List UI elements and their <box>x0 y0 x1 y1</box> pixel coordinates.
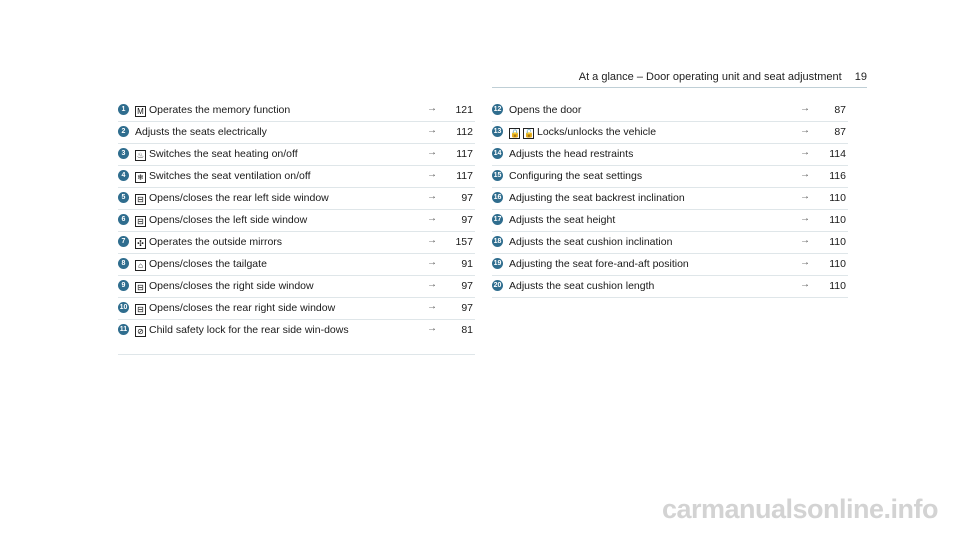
window-switch-icon: ⊟ <box>135 304 146 315</box>
arrow-icon: → <box>800 147 810 158</box>
page-reference[interactable]: 97 <box>461 280 473 292</box>
arrow-icon: → <box>427 235 437 246</box>
page-reference[interactable]: 97 <box>461 192 473 204</box>
lock-icon: 🔒 <box>510 129 520 138</box>
item-text: Opens/closes the rear left side window <box>149 192 329 204</box>
item-number-badge: 19 <box>493 260 502 267</box>
item-number-badge: 17 <box>493 216 502 223</box>
item-description <box>509 214 758 227</box>
left-item-list <box>118 100 475 355</box>
item-description <box>135 236 385 249</box>
page-reference[interactable]: 110 <box>829 258 846 270</box>
item-description <box>509 258 758 271</box>
item-number-badge: 1 <box>118 104 129 115</box>
page-reference[interactable]: 97 <box>461 214 473 226</box>
list-item <box>118 210 475 232</box>
arrow-icon: → <box>800 279 810 290</box>
page-header <box>579 71 867 83</box>
list-item <box>492 166 848 188</box>
item-description <box>135 258 385 271</box>
item-number-badge: 7 <box>118 236 129 247</box>
list-item <box>492 144 848 166</box>
item-number-badge: 11 <box>119 326 128 333</box>
item-description <box>509 192 758 205</box>
arrow-icon: → <box>800 235 810 246</box>
item-text: Adjusts the seat cushion length <box>509 280 655 292</box>
item-number-badge: 8 <box>118 258 129 269</box>
item-description <box>135 104 385 117</box>
arrow-icon: → <box>800 103 810 114</box>
page-reference[interactable]: 114 <box>829 148 846 160</box>
item-text: Adjusts the head restraints <box>509 148 634 160</box>
item-description <box>509 126 758 139</box>
arrow-icon: → <box>427 257 437 268</box>
item-text: Opens/closes the rear right side window <box>149 302 336 314</box>
watermark: carmanualsonline.info <box>661 494 938 524</box>
item-number-badge: 14 <box>493 150 502 157</box>
child-lock-icon: ⊘ <box>135 326 146 337</box>
item-text: Adjusts the seats electrically <box>135 126 267 138</box>
list-item <box>492 232 848 254</box>
page-reference[interactable]: 110 <box>829 214 846 226</box>
item-text: Adjusting the seat fore-and-aft position <box>509 258 689 270</box>
page-reference[interactable]: 110 <box>829 280 846 292</box>
list-item <box>492 254 848 276</box>
page-reference[interactable]: 110 <box>829 236 846 248</box>
item-description <box>135 148 385 161</box>
item-text: Operates the outside mirrors <box>149 236 283 248</box>
item-description <box>135 214 385 227</box>
header-title: At a glance – Door operating unit and seat adjustment <box>578 71 842 83</box>
item-number-badge: 2 <box>118 126 129 137</box>
list-item <box>118 276 475 298</box>
item-text: Opens/closes the tailgate <box>149 258 267 270</box>
unlock-icon: 🔓 <box>524 129 534 138</box>
arrow-icon: → <box>427 301 437 312</box>
item-number-badge: 6 <box>118 214 129 225</box>
page-reference[interactable]: 121 <box>455 104 473 116</box>
list-item <box>118 298 475 320</box>
item-text: Operates the memory function <box>149 104 291 116</box>
item-text: Opens the door <box>509 104 582 116</box>
item-text: Child safety lock for the rear side win-dows <box>149 324 349 336</box>
arrow-icon: → <box>427 169 437 180</box>
item-description <box>135 126 385 139</box>
item-description <box>135 192 385 205</box>
item-description <box>509 280 758 293</box>
item-text: Switches the seat ventilation on/off <box>149 170 311 182</box>
arrow-icon: → <box>800 169 810 180</box>
list-item <box>118 254 475 276</box>
item-number-badge: 13 <box>493 128 502 135</box>
arrow-icon: → <box>800 213 810 224</box>
tailgate-icon: ⌂ <box>135 260 146 271</box>
item-text: Adjusts the seat height <box>509 214 616 226</box>
list-item <box>118 320 475 355</box>
item-description <box>509 148 758 161</box>
list-item <box>118 188 475 210</box>
seat-heating-icon: ♨ <box>136 151 145 160</box>
page-reference[interactable]: 116 <box>829 170 846 182</box>
item-number-badge: 3 <box>118 148 129 159</box>
mirror-adjust-icon: ✣ <box>135 238 146 249</box>
arrow-icon: → <box>800 125 810 136</box>
seat-ventilation-icon: ❄ <box>135 172 146 183</box>
list-item <box>118 232 475 254</box>
page-reference[interactable]: 117 <box>456 148 473 160</box>
item-description <box>135 324 385 337</box>
page-reference[interactable]: 87 <box>834 126 846 138</box>
list-item <box>118 166 475 188</box>
page-number: 19 <box>854 71 867 83</box>
arrow-icon: → <box>427 323 437 334</box>
item-number-badge: 10 <box>119 304 128 311</box>
list-item <box>118 100 475 122</box>
header-divider <box>492 87 867 88</box>
window-switch-icon: ⊟ <box>135 194 146 205</box>
item-number-badge: 4 <box>118 170 129 181</box>
item-number-badge: 12 <box>493 106 502 113</box>
item-text: Configuring the seat settings <box>509 170 643 182</box>
arrow-icon: → <box>800 257 810 268</box>
item-description <box>135 302 385 315</box>
page-reference[interactable]: 117 <box>456 170 473 182</box>
memory-icon: M <box>135 106 146 117</box>
right-item-list <box>492 100 848 298</box>
arrow-icon: → <box>427 103 437 114</box>
item-number-badge: 15 <box>493 172 502 179</box>
item-number-badge: 5 <box>118 192 129 203</box>
page-reference[interactable]: 87 <box>834 104 846 116</box>
page-reference[interactable]: 91 <box>461 258 473 270</box>
page-reference[interactable]: 81 <box>461 324 473 336</box>
item-text: Adjusting the seat backrest inclination <box>509 192 685 204</box>
item-text: Switches the seat heating on/off <box>149 148 298 160</box>
item-description <box>509 170 758 183</box>
item-text: Opens/closes the left side window <box>149 214 308 226</box>
arrow-icon: → <box>800 191 810 202</box>
item-number-badge: 9 <box>118 280 129 291</box>
item-description <box>509 104 758 117</box>
item-text: Locks/unlocks the vehicle <box>537 126 657 138</box>
list-item <box>118 144 475 166</box>
page-reference[interactable]: 97 <box>461 302 473 314</box>
page-reference[interactable]: 157 <box>455 236 473 248</box>
arrow-icon: → <box>427 147 437 158</box>
arrow-icon: → <box>427 191 437 202</box>
page-reference[interactable]: 110 <box>829 192 846 204</box>
list-item <box>492 122 848 144</box>
list-item <box>492 188 848 210</box>
window-switch-icon: ⊟ <box>135 282 146 293</box>
item-number-badge: 18 <box>493 238 502 245</box>
list-item <box>118 122 475 144</box>
list-item <box>492 100 848 122</box>
item-description <box>135 280 385 293</box>
list-item <box>492 210 848 232</box>
arrow-icon: → <box>427 279 437 290</box>
window-switch-icon: ⊟ <box>135 216 146 227</box>
item-text: Opens/closes the right side window <box>149 280 314 292</box>
item-number-badge: 20 <box>493 282 502 289</box>
list-item <box>492 276 848 298</box>
item-description <box>135 170 385 183</box>
item-description <box>509 236 758 249</box>
arrow-icon: → <box>427 213 437 224</box>
item-text: Adjusts the seat cushion inclination <box>509 236 673 248</box>
arrow-icon: → <box>427 125 437 136</box>
item-number-badge: 16 <box>493 194 502 201</box>
page-reference[interactable]: 112 <box>456 126 473 138</box>
